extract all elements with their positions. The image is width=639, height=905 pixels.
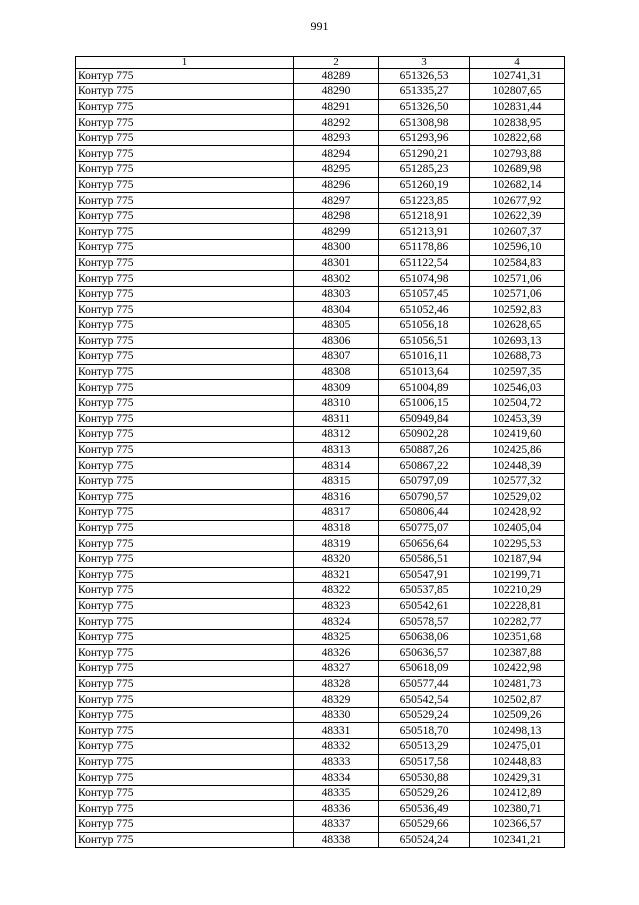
y-coordinate-cell: 102677,92: [470, 193, 565, 209]
x-coordinate-cell: 650547,91: [379, 567, 470, 583]
table-row: [76, 411, 565, 427]
table-row: [76, 567, 565, 583]
point-number-cell: 48289: [294, 68, 379, 84]
x-coordinate-cell: 651004,89: [379, 380, 470, 396]
point-number-cell: 48314: [294, 458, 379, 474]
point-number-cell: 48292: [294, 115, 379, 131]
point-number-cell: 48337: [294, 817, 379, 833]
table-row: [76, 177, 565, 193]
y-coordinate-cell: 102504,72: [470, 395, 565, 411]
y-coordinate-cell: 102688,73: [470, 349, 565, 365]
contour-name-cell: Контур 775: [76, 785, 294, 801]
point-number-cell: 48295: [294, 162, 379, 178]
y-coordinate-cell: 102838,95: [470, 115, 565, 131]
table-row: [76, 395, 565, 411]
point-number-cell: 48304: [294, 302, 379, 318]
table-row: [76, 754, 565, 770]
contour-name-cell: Контур 775: [76, 442, 294, 458]
x-coordinate-cell: 651308,98: [379, 115, 470, 131]
x-coordinate-cell: 650529,24: [379, 707, 470, 723]
y-coordinate-cell: 102822,68: [470, 130, 565, 146]
x-coordinate-cell: 650536,49: [379, 801, 470, 817]
y-coordinate-cell: 102341,21: [470, 832, 565, 848]
y-coordinate-cell: 102622,39: [470, 208, 565, 224]
y-coordinate-cell: 102571,06: [470, 271, 565, 287]
contour-name-cell: Контур 775: [76, 754, 294, 770]
contour-name-cell: Контур 775: [76, 411, 294, 427]
x-coordinate-cell: 650806,44: [379, 505, 470, 521]
x-coordinate-cell: 650529,26: [379, 785, 470, 801]
point-number-cell: 48309: [294, 380, 379, 396]
contour-name-cell: Контур 775: [76, 598, 294, 614]
y-coordinate-cell: 102419,60: [470, 427, 565, 443]
point-number-cell: 48335: [294, 785, 379, 801]
table-row: [76, 115, 565, 131]
point-number-cell: 48308: [294, 364, 379, 380]
y-coordinate-cell: 102366,57: [470, 817, 565, 833]
column-header-4: 4: [470, 57, 565, 69]
point-number-cell: 48296: [294, 177, 379, 193]
y-coordinate-cell: 102607,37: [470, 224, 565, 240]
x-coordinate-cell: 651122,54: [379, 255, 470, 271]
x-coordinate-cell: 650867,22: [379, 458, 470, 474]
point-number-cell: 48311: [294, 411, 379, 427]
x-coordinate-cell: 651326,50: [379, 99, 470, 115]
point-number-cell: 48324: [294, 614, 379, 630]
x-coordinate-cell: 650542,54: [379, 692, 470, 708]
point-number-cell: 48302: [294, 271, 379, 287]
y-coordinate-cell: 102448,39: [470, 458, 565, 474]
point-number-cell: 48322: [294, 583, 379, 599]
contour-name-cell: Контур 775: [76, 364, 294, 380]
x-coordinate-cell: 650638,06: [379, 629, 470, 645]
y-coordinate-cell: 102380,71: [470, 801, 565, 817]
page-number: 991: [310, 19, 329, 33]
table-row: [76, 318, 565, 334]
table-row: [76, 333, 565, 349]
y-coordinate-cell: 102807,65: [470, 84, 565, 100]
y-coordinate-cell: 102689,98: [470, 162, 565, 178]
x-coordinate-cell: 650577,44: [379, 676, 470, 692]
point-number-cell: 48318: [294, 520, 379, 536]
contour-name-cell: Контур 775: [76, 661, 294, 677]
point-number-cell: 48336: [294, 801, 379, 817]
y-coordinate-cell: 102405,04: [470, 520, 565, 536]
contour-name-cell: Контур 775: [76, 130, 294, 146]
point-number-cell: 48305: [294, 318, 379, 334]
table-row: [76, 427, 565, 443]
y-coordinate-cell: 102502,87: [470, 692, 565, 708]
point-number-cell: 48291: [294, 99, 379, 115]
table-row: [76, 130, 565, 146]
column-header-1: 1: [76, 57, 294, 69]
x-coordinate-cell: 650542,61: [379, 598, 470, 614]
x-coordinate-cell: 651052,46: [379, 302, 470, 318]
point-number-cell: 48323: [294, 598, 379, 614]
contour-name-cell: Контур 775: [76, 177, 294, 193]
contour-name-cell: Контур 775: [76, 505, 294, 521]
contour-name-cell: Контур 775: [76, 333, 294, 349]
contour-name-cell: Контур 775: [76, 115, 294, 131]
x-coordinate-cell: 650790,57: [379, 489, 470, 505]
table-row: [76, 801, 565, 817]
x-coordinate-cell: 651006,15: [379, 395, 470, 411]
table-row: [76, 551, 565, 567]
y-coordinate-cell: 102831,44: [470, 99, 565, 115]
y-coordinate-cell: 102453,39: [470, 411, 565, 427]
y-coordinate-cell: 102577,32: [470, 473, 565, 489]
y-coordinate-cell: 102597,35: [470, 364, 565, 380]
y-coordinate-cell: 102498,13: [470, 723, 565, 739]
table-row: [76, 707, 565, 723]
table-row: [76, 302, 565, 318]
table-row: [76, 739, 565, 755]
contour-name-cell: Контур 775: [76, 240, 294, 256]
point-number-cell: 48303: [294, 286, 379, 302]
contour-name-cell: Контур 775: [76, 473, 294, 489]
y-coordinate-cell: 102481,73: [470, 676, 565, 692]
y-coordinate-cell: 102282,77: [470, 614, 565, 630]
x-coordinate-cell: 651074,98: [379, 271, 470, 287]
contour-name-cell: Контур 775: [76, 489, 294, 505]
y-coordinate-cell: 102628,65: [470, 318, 565, 334]
contour-name-cell: Контур 775: [76, 536, 294, 552]
x-coordinate-cell: 650513,29: [379, 739, 470, 755]
point-number-cell: 48294: [294, 146, 379, 162]
point-number-cell: 48321: [294, 567, 379, 583]
table-row: [76, 645, 565, 661]
table-row: [76, 255, 565, 271]
contour-name-cell: Контур 775: [76, 629, 294, 645]
contour-name-cell: Контур 775: [76, 567, 294, 583]
x-coordinate-cell: 650529,66: [379, 817, 470, 833]
contour-name-cell: Контур 775: [76, 318, 294, 334]
y-coordinate-cell: 102425,86: [470, 442, 565, 458]
x-coordinate-cell: 650636,57: [379, 645, 470, 661]
table-row: [76, 661, 565, 677]
x-coordinate-cell: 651057,45: [379, 286, 470, 302]
point-number-cell: 48325: [294, 629, 379, 645]
y-coordinate-cell: 102387,88: [470, 645, 565, 661]
x-coordinate-cell: 651016,11: [379, 349, 470, 365]
table-row: [76, 99, 565, 115]
y-coordinate-cell: 102682,14: [470, 177, 565, 193]
x-coordinate-cell: 650902,28: [379, 427, 470, 443]
point-number-cell: 48290: [294, 84, 379, 100]
contour-name-cell: Контур 775: [76, 427, 294, 443]
contour-name-cell: Контур 775: [76, 801, 294, 817]
point-number-cell: 48306: [294, 333, 379, 349]
point-number-cell: 48326: [294, 645, 379, 661]
table-row: [76, 598, 565, 614]
point-number-cell: 48317: [294, 505, 379, 521]
table-row: [76, 583, 565, 599]
x-coordinate-cell: 650656,64: [379, 536, 470, 552]
contour-name-cell: Контур 775: [76, 146, 294, 162]
x-coordinate-cell: 650887,26: [379, 442, 470, 458]
table-row: [76, 84, 565, 100]
point-number-cell: 48329: [294, 692, 379, 708]
table-row: [76, 364, 565, 380]
table-row: [76, 614, 565, 630]
contour-name-cell: Контур 775: [76, 208, 294, 224]
table-row: [76, 536, 565, 552]
table-row: [76, 785, 565, 801]
column-header-2: 2: [294, 57, 379, 69]
x-coordinate-cell: 650537,85: [379, 583, 470, 599]
contour-name-cell: Контур 775: [76, 162, 294, 178]
contour-name-cell: Контур 775: [76, 349, 294, 365]
coordinates-table-body: [76, 57, 565, 848]
table-row: [76, 832, 565, 848]
point-number-cell: 48301: [294, 255, 379, 271]
table-row: [76, 286, 565, 302]
y-coordinate-cell: 102422,98: [470, 661, 565, 677]
table-row: [76, 193, 565, 209]
x-coordinate-cell: 650775,07: [379, 520, 470, 536]
point-number-cell: 48307: [294, 349, 379, 365]
y-coordinate-cell: 102428,92: [470, 505, 565, 521]
x-coordinate-cell: 650586,51: [379, 551, 470, 567]
contour-name-cell: Контур 775: [76, 271, 294, 287]
point-number-cell: 48332: [294, 739, 379, 755]
x-coordinate-cell: 650518,70: [379, 723, 470, 739]
point-number-cell: 48310: [294, 395, 379, 411]
table-row: [76, 770, 565, 786]
x-coordinate-cell: 650578,57: [379, 614, 470, 630]
point-number-cell: 48316: [294, 489, 379, 505]
contour-name-cell: Контур 775: [76, 302, 294, 318]
contour-name-cell: Контур 775: [76, 255, 294, 271]
point-number-cell: 48331: [294, 723, 379, 739]
table-row: [76, 723, 565, 739]
point-number-cell: 48319: [294, 536, 379, 552]
table-row: [76, 68, 565, 84]
point-number-cell: 48327: [294, 661, 379, 677]
point-number-cell: 48338: [294, 832, 379, 848]
y-coordinate-cell: 102210,29: [470, 583, 565, 599]
x-coordinate-cell: 650530,88: [379, 770, 470, 786]
contour-name-cell: Контур 775: [76, 68, 294, 84]
header-row: [76, 57, 565, 69]
y-coordinate-cell: 102546,03: [470, 380, 565, 396]
y-coordinate-cell: 102475,01: [470, 739, 565, 755]
contour-name-cell: Контур 775: [76, 707, 294, 723]
y-coordinate-cell: 102529,02: [470, 489, 565, 505]
x-coordinate-cell: 651285,23: [379, 162, 470, 178]
column-header-3: 3: [379, 57, 470, 69]
contour-name-cell: Контур 775: [76, 739, 294, 755]
contour-name-cell: Контур 775: [76, 224, 294, 240]
y-coordinate-cell: 102187,94: [470, 551, 565, 567]
contour-name-cell: Контур 775: [76, 676, 294, 692]
contour-name-cell: Контур 775: [76, 193, 294, 209]
contour-name-cell: Контур 775: [76, 395, 294, 411]
table-row: [76, 520, 565, 536]
table-row: [76, 458, 565, 474]
point-number-cell: 48320: [294, 551, 379, 567]
contour-name-cell: Контур 775: [76, 84, 294, 100]
table-row: [76, 240, 565, 256]
table-row: [76, 692, 565, 708]
point-number-cell: 48330: [294, 707, 379, 723]
y-coordinate-cell: 102448,83: [470, 754, 565, 770]
table-row: [76, 817, 565, 833]
x-coordinate-cell: 651326,53: [379, 68, 470, 84]
y-coordinate-cell: 102228,81: [470, 598, 565, 614]
contour-name-cell: Контур 775: [76, 458, 294, 474]
point-number-cell: 48315: [294, 473, 379, 489]
x-coordinate-cell: 651213,91: [379, 224, 470, 240]
table-row: [76, 380, 565, 396]
table-row: [76, 349, 565, 365]
point-number-cell: 48313: [294, 442, 379, 458]
x-coordinate-cell: 650618,09: [379, 661, 470, 677]
table-row: [76, 489, 565, 505]
x-coordinate-cell: 651013,64: [379, 364, 470, 380]
y-coordinate-cell: 102592,83: [470, 302, 565, 318]
y-coordinate-cell: 102351,68: [470, 629, 565, 645]
point-number-cell: 48328: [294, 676, 379, 692]
x-coordinate-cell: 650517,58: [379, 754, 470, 770]
x-coordinate-cell: 651056,18: [379, 318, 470, 334]
point-number-cell: 48300: [294, 240, 379, 256]
point-number-cell: 48297: [294, 193, 379, 209]
table-row: [76, 629, 565, 645]
contour-name-cell: Контур 775: [76, 614, 294, 630]
x-coordinate-cell: 651260,19: [379, 177, 470, 193]
y-coordinate-cell: 102741,31: [470, 68, 565, 84]
contour-name-cell: Контур 775: [76, 286, 294, 302]
x-coordinate-cell: 651178,86: [379, 240, 470, 256]
contour-name-cell: Контур 775: [76, 645, 294, 661]
table-row: [76, 146, 565, 162]
table-row: [76, 208, 565, 224]
contour-name-cell: Контур 775: [76, 380, 294, 396]
y-coordinate-cell: 102693,13: [470, 333, 565, 349]
y-coordinate-cell: 102509,26: [470, 707, 565, 723]
x-coordinate-cell: 650524,24: [379, 832, 470, 848]
x-coordinate-cell: 651223,85: [379, 193, 470, 209]
table-row: [76, 162, 565, 178]
y-coordinate-cell: 102793,88: [470, 146, 565, 162]
table-row: [76, 271, 565, 287]
contour-name-cell: Контур 775: [76, 520, 294, 536]
x-coordinate-cell: 651335,27: [379, 84, 470, 100]
y-coordinate-cell: 102412,89: [470, 785, 565, 801]
contour-name-cell: Контур 775: [76, 692, 294, 708]
contour-name-cell: Контур 775: [76, 832, 294, 848]
point-number-cell: 48299: [294, 224, 379, 240]
x-coordinate-cell: 651218,91: [379, 208, 470, 224]
point-number-cell: 48333: [294, 754, 379, 770]
y-coordinate-cell: 102199,71: [470, 567, 565, 583]
point-number-cell: 48298: [294, 208, 379, 224]
y-coordinate-cell: 102571,06: [470, 286, 565, 302]
table-row: [76, 224, 565, 240]
coordinates-table: [75, 56, 565, 848]
table-row: [76, 473, 565, 489]
contour-name-cell: Контур 775: [76, 723, 294, 739]
contour-name-cell: Контур 775: [76, 99, 294, 115]
x-coordinate-cell: 651290,21: [379, 146, 470, 162]
contour-name-cell: Контур 775: [76, 583, 294, 599]
point-number-cell: 48312: [294, 427, 379, 443]
y-coordinate-cell: 102295,53: [470, 536, 565, 552]
table-row: [76, 505, 565, 521]
x-coordinate-cell: 650797,09: [379, 473, 470, 489]
x-coordinate-cell: 650949,84: [379, 411, 470, 427]
point-number-cell: 48334: [294, 770, 379, 786]
contour-name-cell: Контур 775: [76, 551, 294, 567]
contour-name-cell: Контур 775: [76, 817, 294, 833]
table-row: [76, 442, 565, 458]
y-coordinate-cell: 102584,83: [470, 255, 565, 271]
table-row: [76, 676, 565, 692]
x-coordinate-cell: 651293,96: [379, 130, 470, 146]
x-coordinate-cell: 651056,51: [379, 333, 470, 349]
y-coordinate-cell: 102596,10: [470, 240, 565, 256]
contour-name-cell: Контур 775: [76, 770, 294, 786]
point-number-cell: 48293: [294, 130, 379, 146]
y-coordinate-cell: 102429,31: [470, 770, 565, 786]
